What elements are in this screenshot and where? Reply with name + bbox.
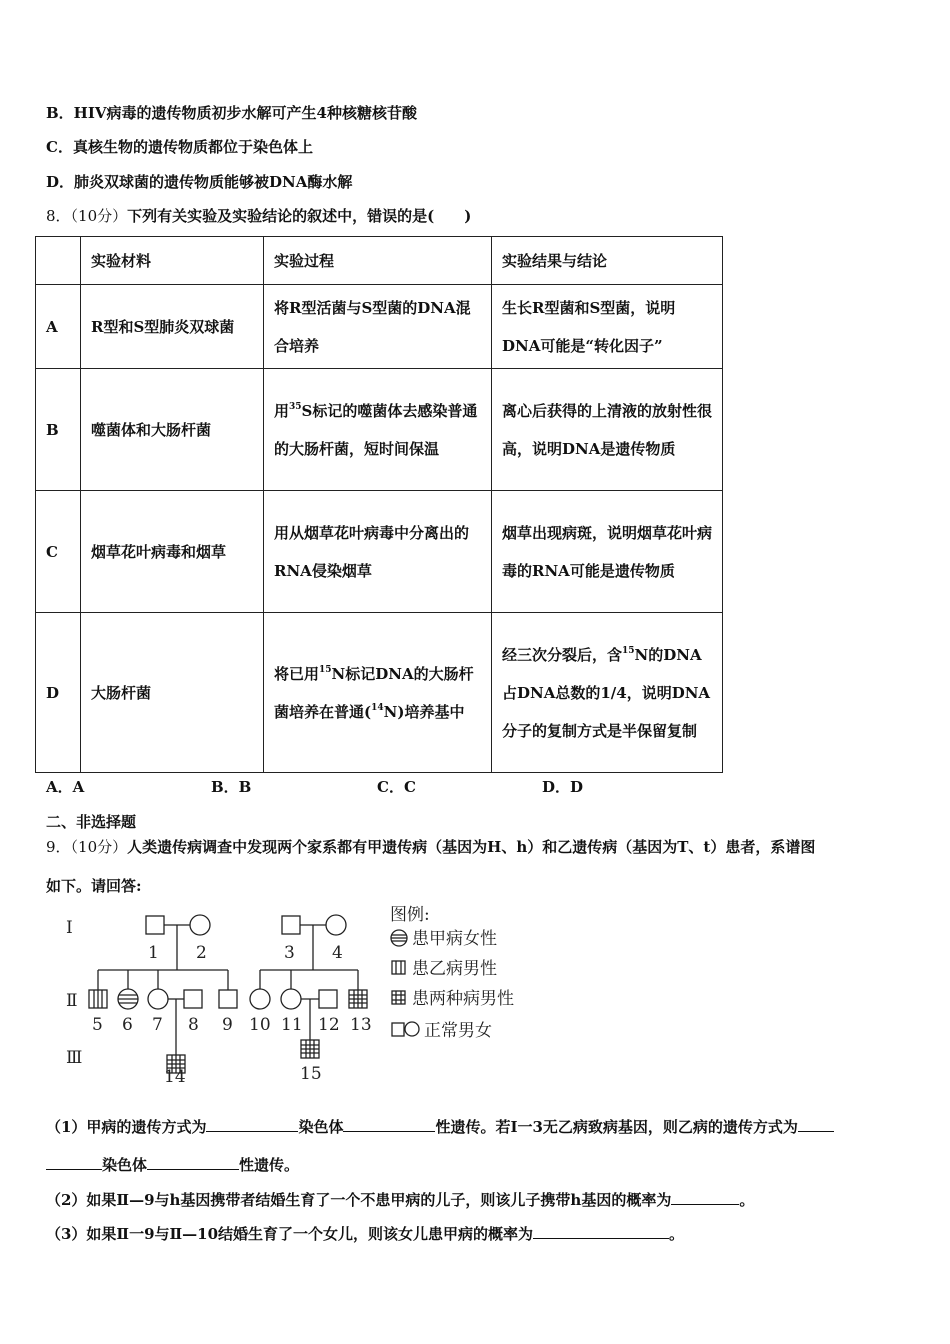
table-header [36, 237, 81, 285]
cell-material: R型和S型肺炎双球菌 [81, 285, 264, 369]
question-9-part-2: （2）如果Ⅱ—9与h基因携带者结婚生育了一个不患甲病的儿子，则该儿子携带h基因的概率为 。 [46, 1191, 755, 1209]
cell-result: 离心后获得的上清液的放射性很高，说明DNA是遗传物质 [492, 369, 723, 491]
generation-label: Ⅰ [66, 918, 73, 938]
answer-blank[interactable] [147, 1155, 239, 1170]
question-text: 下列有关实验及实验结论的叙述中，错误的是( ) [127, 207, 472, 225]
individual-10 [250, 989, 270, 1009]
pedigree-figure [60, 898, 540, 1088]
question-9-part-1: （1）甲病的遗传方式为 染色体 性遗传。若Ⅰ一3无乙病致病基因，则乙病的遗传方式为 [46, 1116, 834, 1137]
legend-symbol-male-b [392, 961, 405, 974]
question-number: 8．（10分） [46, 207, 128, 225]
cell-material: 大肠杆菌 [81, 613, 264, 773]
answer-option-d[interactable]: D．D [542, 778, 584, 796]
cell-result: 经三次分裂后，含$^{15}$N的DNA占DNA总数的1/4，说明DNA分子的复制方式是半保留复制 [492, 613, 723, 773]
individual-12 [319, 990, 337, 1008]
option-d: D．肺炎双球菌的遗传物质能够被DNA酶水解 [46, 173, 353, 191]
cell-material: 烟草花叶病毒和烟草 [81, 491, 264, 613]
cell-material: 噬菌体和大肠杆菌 [81, 369, 264, 491]
individual-1 [146, 916, 164, 934]
id-number: 1 [148, 943, 159, 963]
legend-text: 患甲病女性 [412, 929, 497, 949]
table-row [36, 369, 723, 491]
id-number: 9 [222, 1015, 233, 1035]
id-number: 8 [188, 1015, 199, 1035]
answer-option-c[interactable]: C．C [377, 778, 416, 796]
question-text: 人类遗传病调查中发现两个家系都有甲遗传病（基因为H、h）和乙遗传病（基因为T、t）患者，系谱图 [127, 838, 816, 856]
legend-text: 患两种病男性 [412, 989, 514, 1009]
table-row [36, 613, 723, 773]
table-header-row [36, 237, 723, 285]
id-number: 2 [196, 943, 207, 963]
legend-text: 正常男女 [424, 1021, 492, 1041]
legend-symbol-normal-male [392, 1023, 404, 1036]
id-number: 13 [350, 1015, 372, 1035]
individual-7 [148, 989, 168, 1009]
individual-8 [184, 990, 202, 1008]
cell-process: 将R型活菌与S型菌的DNA混合培养 [264, 285, 492, 369]
answer-option-b[interactable]: B．B [211, 778, 252, 796]
id-number: 15 [300, 1064, 322, 1084]
question-9-stem [46, 836, 815, 857]
row-label: D [36, 613, 81, 773]
id-number: 10 [249, 1015, 271, 1035]
table-row [36, 491, 723, 613]
table-header: 实验结果与结论 [492, 237, 723, 285]
cell-result: 烟草出现病斑，说明烟草花叶病毒的RNA可能是遗传物质 [492, 491, 723, 613]
legend-text: 患乙病男性 [412, 959, 497, 979]
option-b: B．HIV病毒的遗传物质初步水解可产生4种核糖核苷酸 [46, 104, 417, 122]
answer-option-a[interactable]: A．A [46, 778, 85, 796]
legend-symbol-normal-female [405, 1022, 419, 1036]
cell-result: 生长R型菌和S型菌，说明DNA可能是“转化因子” [492, 285, 723, 369]
id-number: 12 [318, 1015, 340, 1035]
id-number: 5 [92, 1015, 103, 1035]
question-9-part-1-cont: 染色体 性遗传。 [46, 1154, 299, 1175]
individual-4 [326, 915, 346, 935]
individual-9 [219, 990, 237, 1008]
answer-blank[interactable] [206, 1117, 298, 1132]
id-number: 4 [332, 943, 343, 963]
question-number: 9．（10分） [46, 838, 128, 856]
question-9-part-3: （3）如果Ⅱ一9与Ⅱ—10结婚生育了一个女儿，则该女儿患甲病的概率为 。 [46, 1225, 685, 1243]
table-header: 实验材料 [81, 237, 264, 285]
id-number: 11 [281, 1015, 303, 1035]
legend-symbol-male-ab [392, 991, 405, 1004]
generation-label: Ⅲ [66, 1048, 83, 1068]
answer-blank[interactable] [533, 1224, 669, 1239]
legend-title: 图例: [390, 905, 430, 925]
cell-process: 将已用$^{15}$N标记DNA的大肠杆菌培养在普通($^{14}$N)培养基中 [264, 613, 492, 773]
id-number: 14 [164, 1067, 186, 1087]
option-c: C．真核生物的遗传物质都位于染色体上 [46, 138, 313, 156]
individual-11 [281, 989, 301, 1009]
generation-label: Ⅱ [66, 991, 78, 1011]
id-number: 6 [122, 1015, 133, 1035]
answer-blank[interactable] [798, 1117, 834, 1132]
table-header: 实验过程 [264, 237, 492, 285]
table-row [36, 285, 723, 369]
cell-process: 用从烟草花叶病毒中分离出的RNA侵染烟草 [264, 491, 492, 613]
row-label: A [36, 285, 81, 369]
experiment-table [35, 236, 723, 773]
question-8-stem [46, 205, 471, 226]
answer-blank[interactable] [46, 1155, 102, 1170]
individual-2 [190, 915, 210, 935]
answer-blank[interactable] [343, 1117, 435, 1132]
row-label: C [36, 491, 81, 613]
individual-3 [282, 916, 300, 934]
id-number: 3 [284, 943, 295, 963]
cell-process: 用$^{35}$S标记的噬菌体去感染普通的大肠杆菌，短时间保温 [264, 369, 492, 491]
answer-blank[interactable] [671, 1190, 739, 1205]
id-number: 7 [152, 1015, 163, 1035]
section-title: 二、非选择题 [46, 813, 137, 831]
row-label: B [36, 369, 81, 491]
question-9-stem-cont: 如下。请回答: [46, 877, 142, 895]
